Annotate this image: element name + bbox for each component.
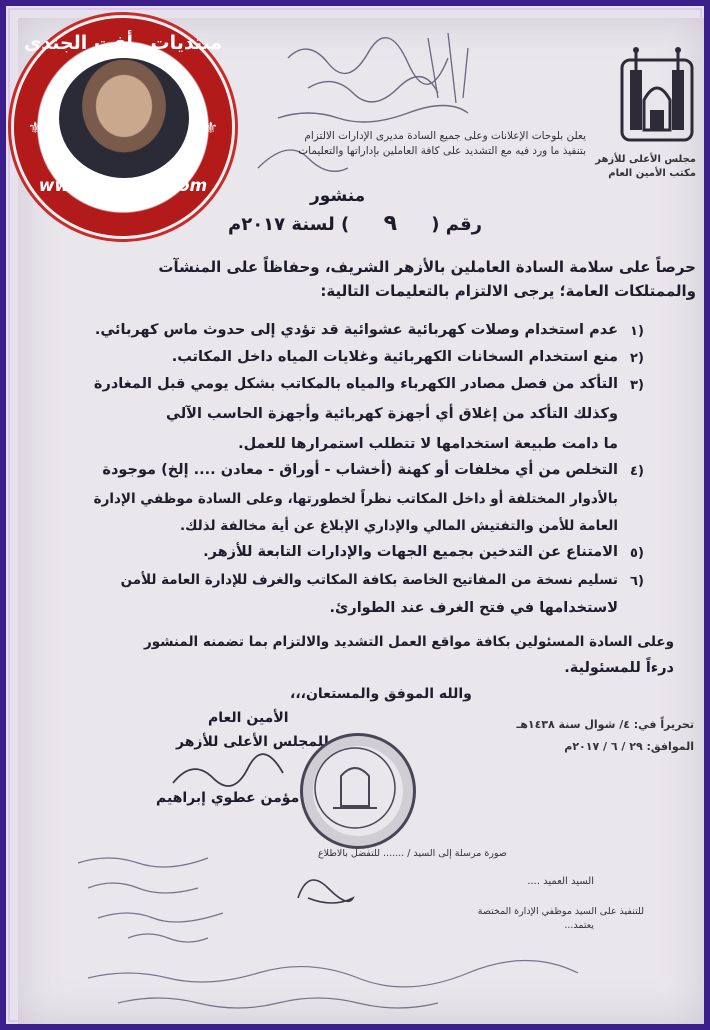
doc-title: منشور — [310, 186, 366, 206]
item-2-line-1: منع استخدام السخانات الكهربائية وغلايات المياه داخل المكاتب. — [171, 349, 618, 365]
badge-site-name: منتديات رأفت الجندى — [23, 32, 223, 54]
org-line-2: مكتب الأمين العام — [608, 168, 696, 179]
badge-url: www.raafat2.com — [38, 176, 208, 196]
profile-photo — [59, 58, 189, 178]
item-4-line-2: بالأدوار المختلفة أو داخل المكاتب نظراً لخطورتها، وعلى السادة موظفي الإدارة — [93, 491, 618, 507]
footer-note-1: السيد العميد .... — [527, 876, 594, 887]
doc-year: لسنة ٢٠١٧م — [228, 214, 335, 235]
fleur-icon-right: ⚜ — [203, 118, 218, 137]
item-6-line-2: لاستخدامها في فتح الغرف عند الطوارئ. — [329, 600, 618, 616]
number-close: ) — [341, 214, 350, 235]
item-4-line-3: العامة للأمن والتفتيش المالي والإداري الإبلاغ عن أية مخالفة لذلك. — [179, 518, 618, 534]
footer-note-3: يعتمد... — [564, 920, 594, 931]
handwritten-signature-2 — [288, 858, 368, 918]
item-5-line-1: الامتناع عن التدخين بجميع الجهات والإدارات التابعة للأزهر. — [203, 544, 618, 560]
forum-badge-watermark — [14, 18, 232, 236]
signatory-title-1: الأمين العام — [208, 710, 289, 726]
handwritten-notes-left — [68, 843, 288, 953]
item-3-line-3: ما دامت طبيعة استخدامها لا تتطلب استمرارها للعمل. — [238, 436, 618, 452]
body-intro-1: حرصاً على سلامة السادة العاملين بالأزهر الشريف، وحفاظاً على المنشآت — [158, 258, 696, 276]
item-1-line-1: عدم استخدام وصلات كهربائية عشوائية قد تؤدي إلى حدوث ماس كهربائي. — [94, 322, 618, 338]
item-6-line-1: تسليم نسخة من المفاتيح الخاصة بكافة المكاتب والغرف للإدارة العامة للأمن — [120, 572, 618, 588]
item-3-line-2: وكذلك التأكد من إغلاق أي أجهزة كهربائية وأجهزة الحاسب الآلي — [166, 406, 618, 422]
intro-note-line-1: يعلن بلوحات الإعلانات وعلى جميع السادة مديرى الإدارات الالتزام — [304, 130, 586, 142]
footer-note-2: للتنفيذ على السيد موظفي الإدارة المختصة — [477, 906, 644, 917]
azhar-logo-icon — [616, 40, 698, 150]
date-hijri: تحريراً في: ٤/ شوال سنة ١٤٣٨هـ — [516, 718, 694, 731]
item-4-line-1: التخلص من أي مخلفات أو كهنة (أخشاب - أوراق - معادن .... إلخ) موجودة — [102, 462, 618, 478]
item-3-number: ٣) — [630, 378, 644, 393]
number-value: ٩ — [383, 211, 397, 236]
handwritten-notes-bottom — [78, 958, 678, 1018]
footer-copy-note: صورة مرسلة إلى السيد / ....... للتفضل بالاطلاع — [318, 848, 507, 859]
blessing: والله الموفق والمستعان،،، — [290, 686, 472, 702]
date-gregorian: الموافق: ٢٩ / ٦ / ٢٠١٧م — [564, 740, 694, 753]
item-3-line-1: التأكد من فصل مصادر الكهرباء والمياه بالمكاتب بشكل يومي قبل المغادرة — [93, 376, 618, 392]
item-1-number: ١) — [630, 324, 644, 339]
body-intro-2: والممتلكات العامة؛ يرجى الالتزام بالتعليمات التالية: — [320, 282, 696, 300]
item-2-number: ٢) — [630, 351, 644, 366]
closing-line-1: وعلى السادة المسئولين بكافة مواقع العمل التشديد والالتزام بما تضمنه المنشور — [143, 634, 674, 650]
handwritten-signature-main — [168, 753, 288, 793]
fleur-icon-left: ⚜ — [28, 118, 43, 137]
org-line-1: مجلس الأعلى للأزهر — [595, 154, 696, 165]
doc-number-line — [228, 211, 482, 236]
intro-note-line-2: بتنفيذ ما ورد فيه مع التشديد على كافة العاملين بإداراتها والتعليمات — [298, 145, 586, 157]
signatory-title-2: للمجلس الأعلى للأزهر — [176, 734, 329, 750]
handwritten-annotation-top — [248, 18, 518, 208]
item-5-number: ٥) — [630, 546, 644, 561]
number-label: رقم ( — [431, 214, 483, 235]
closing-line-2: درءاً للمسئولية. — [564, 660, 674, 676]
signatory-name: مؤمن عطوي إبراهيم — [156, 790, 300, 806]
item-4-number: ٤) — [630, 464, 644, 479]
item-6-number: ٦) — [630, 574, 644, 589]
official-seal-icon — [300, 733, 416, 849]
